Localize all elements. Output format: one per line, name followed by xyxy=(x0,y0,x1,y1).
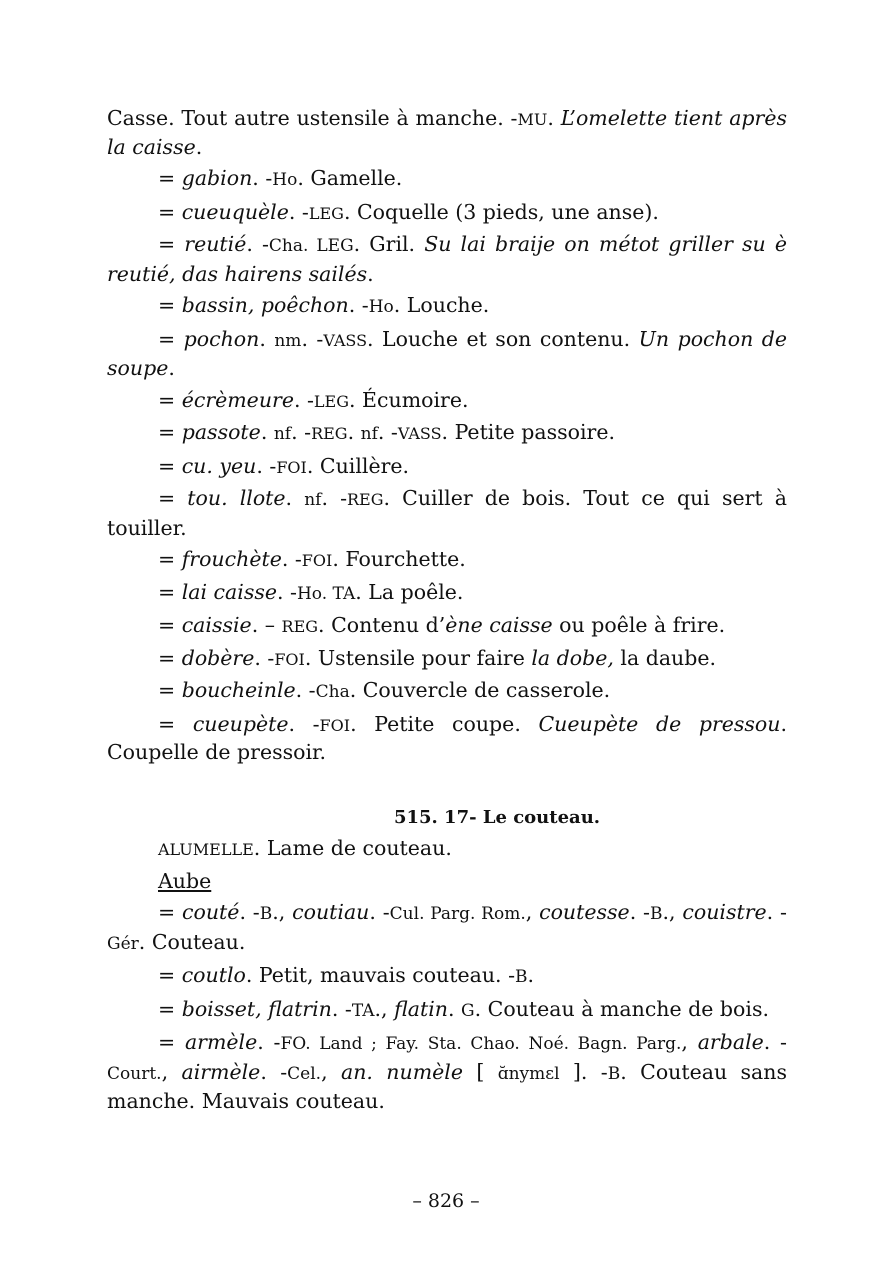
section-title: 515. 17- Le couteau. xyxy=(393,806,601,828)
entry-frouchete: = frouchète. -FOI. Fourchette. xyxy=(158,547,466,571)
page-body xyxy=(107,105,787,1120)
entry-ecremeure: = écrèmeure. -LEG. Écumoire. xyxy=(158,387,469,412)
entry-bassin: = bassin, poêchon. -Ho. Louche. xyxy=(158,293,490,317)
entry-coutlo: = coutlo. Petit, mauvais couteau. -B. xyxy=(158,963,535,987)
entry-caissie: = caissie. – REG. Contenu d’ène caisse ou poêle à frire. xyxy=(158,613,726,637)
entry-dobere: = dobère. -FOI. Ustensile pour faire la dobe, la daube. xyxy=(158,645,717,670)
entry-reutie: = reutié. -Cha. LEG. Gril. Su lai braije on métot griller su è reutié, das hairens sailés. xyxy=(107,232,787,286)
entry-pochon: = pochon. nm. -VASS. Louche et son contenu. Un pochon de soupe. xyxy=(107,326,787,380)
entry-casse: Casse. Tout autre ustensile à manche. -MU. L’omelette tient après la caisse. xyxy=(107,106,787,159)
entry-boisset: = boisset, flatrin. -TA., flatin. G. Couteau à manche de bois. xyxy=(158,996,769,1021)
entry-cuyeu: = cu. yeu. -FOI. Cuillère. xyxy=(158,453,410,478)
entry-toullote: = tou. llote. nf. -REG. Cuiller de bois. Tout ce qui sert à touiller. xyxy=(107,486,787,540)
entry-passote: = passote. nf. -REG. nf. -VASS. Petite passoire. xyxy=(158,420,615,444)
entry-boucheinle: = boucheinle. -Cha. Couvercle de casserole. xyxy=(158,678,611,702)
entry-aube: Aube xyxy=(158,868,212,893)
entry-armele: = armèle. -FO. Land ; Fay. Sta. Chao. Noé. Bagn. Parg., arbale. -Court., airmèle. -Cel., an. numèle [ ɑ̆nymɛl ]. -B. Couteau sans manche. Mauvais couteau. xyxy=(107,1030,787,1113)
entry-cueuquele: = cueuquèle. -LEG. Coquelle (3 pieds, une anse). xyxy=(158,199,659,224)
page-number: – 826 – xyxy=(412,1190,480,1212)
entry-gabion: = gabion. -Ho. Gamelle. xyxy=(158,166,403,190)
entry-coute: = couté. -B., coutiau. -Cul. Parg. Rom., coutesse. -B., couistre. -Gér. Couteau. xyxy=(107,900,787,954)
entry-laicaisse: = lai caisse. -Ho. TA. La poêle. xyxy=(158,579,464,604)
entry-alumelle: ALUMELLE. Lame de couteau. xyxy=(158,836,452,860)
entry-cueupete: = cueupète. -FOI. Petite coupe. Cueupète de pressou. Coupelle de pressoir. xyxy=(107,711,787,764)
